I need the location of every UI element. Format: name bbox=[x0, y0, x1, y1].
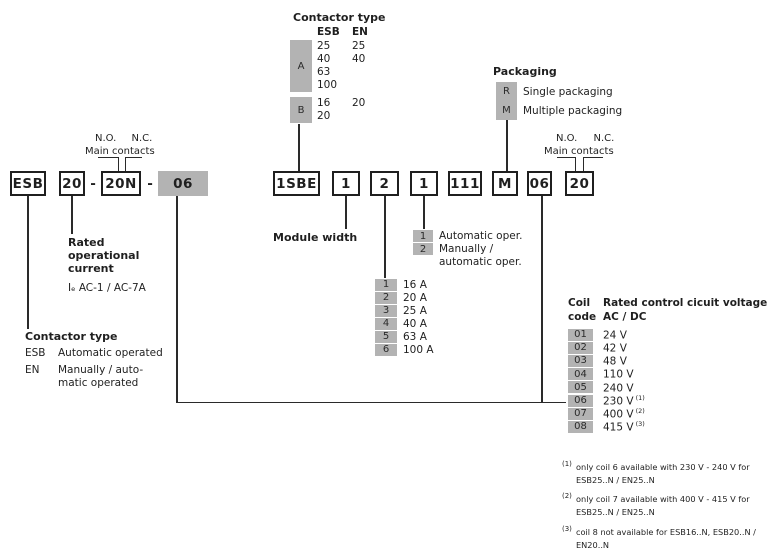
connector-coil-right-line bbox=[541, 196, 543, 402]
packaging-code-r: R bbox=[496, 82, 517, 101]
packaging-legend bbox=[493, 65, 622, 120]
contactor-type-table-title: Contactor type bbox=[293, 11, 386, 24]
connector-operation-line bbox=[423, 196, 425, 229]
code-box-coil-highlighted: 06 bbox=[158, 171, 208, 196]
code-box-current-code: 2 bbox=[370, 171, 399, 196]
group-a-row: 63 bbox=[317, 66, 331, 78]
coil-row: 04 110 V bbox=[568, 368, 767, 381]
module-width-label: Module width bbox=[273, 231, 358, 244]
code-box-main-contacts: 20 bbox=[565, 171, 594, 196]
contactor-type-table-header bbox=[317, 26, 386, 39]
coil-table-header bbox=[568, 296, 767, 324]
group-b-row: 16 20 bbox=[317, 97, 366, 109]
connector-packaging-line bbox=[506, 120, 508, 171]
connector-type-line bbox=[27, 196, 29, 329]
contactor-type-legend-title: Contactor type bbox=[25, 330, 118, 343]
code-box-current: 20 bbox=[59, 171, 85, 196]
group-b-key: B bbox=[290, 97, 312, 123]
code-box-coil-code: 06 bbox=[527, 171, 552, 196]
connector-module-width-line bbox=[345, 196, 347, 229]
legend-row-esb: ESB Automatic operated bbox=[25, 347, 163, 359]
group-a-key: A bbox=[290, 40, 312, 92]
current-option: 1 16 A bbox=[375, 278, 434, 291]
operation-option: 1 Automatic oper. bbox=[413, 230, 547, 243]
connector-coil-horizontal-line bbox=[176, 402, 566, 404]
voltage-header-line1: Rated control cicuit voltage bbox=[603, 297, 768, 309]
main-contacts-label: Main contacts bbox=[544, 146, 614, 157]
group-a bbox=[290, 40, 386, 92]
packaging-code-m: M bbox=[496, 101, 517, 120]
contactor-type-legend bbox=[25, 330, 178, 391]
current-option: 2 20 A bbox=[375, 291, 434, 304]
code-box-series: 1SBE bbox=[273, 171, 320, 196]
main-contacts-label: Main contacts bbox=[85, 146, 155, 157]
legend-row-en: EN Manually / auto-matic operated bbox=[25, 363, 144, 389]
coil-row: 05 240 V bbox=[568, 381, 767, 394]
main-contacts-right bbox=[544, 132, 614, 158]
code-box-fixed: 111 bbox=[448, 171, 482, 196]
code-box-operation: 1 bbox=[410, 171, 438, 196]
nc-bracket-left bbox=[125, 157, 142, 172]
nc-label: N.C. bbox=[131, 133, 153, 144]
no-label: N.O. bbox=[556, 133, 578, 144]
coil-row: 08 415 V $^{(3)}$ bbox=[568, 420, 767, 433]
current-option: 4 40 A bbox=[375, 317, 434, 330]
code-separator: - bbox=[90, 175, 96, 192]
packaging-option-single: R Single packaging bbox=[496, 82, 622, 101]
footnotes bbox=[562, 461, 780, 549]
column-header-esb: ESB bbox=[317, 26, 340, 38]
footnote-1: (1) only coil 6 available with 230 V - 240 V for ESB25..N / EN25..N bbox=[562, 460, 750, 485]
operation-legend bbox=[413, 230, 547, 269]
group-a-row: 100 bbox=[317, 79, 338, 91]
column-header-en: EN bbox=[352, 26, 368, 38]
nc-bracket-right bbox=[583, 157, 603, 172]
code-box-type: ESB bbox=[10, 171, 46, 196]
coil-row: 02 42 V bbox=[568, 341, 767, 354]
voltage-header-line2: AC / DC bbox=[603, 311, 647, 323]
coil-row-highlighted: 06 230 V $^{(1)}$ bbox=[568, 394, 767, 407]
group-a-row: 25 25 bbox=[317, 40, 366, 52]
footnote-3: (3) coil 8 not available for ESB16..N, ESB20..N / EN20..N bbox=[562, 524, 756, 549]
rated-current-subtitle: Iₑ AC-1 / AC-7A bbox=[68, 282, 146, 294]
no-bracket-left bbox=[98, 157, 119, 172]
coil-row: 07 400 V $^{(2)}$ bbox=[568, 407, 767, 420]
connector-series-line bbox=[298, 124, 300, 171]
current-option: 5 63 A bbox=[375, 330, 434, 343]
code-box-contacts: 20N bbox=[101, 171, 141, 196]
packaging-title: Packaging bbox=[493, 65, 557, 78]
coil-code-header: Coil code bbox=[568, 297, 597, 323]
no-bracket-right bbox=[557, 157, 576, 172]
main-contacts-left bbox=[85, 132, 155, 158]
coil-code-table bbox=[568, 296, 767, 434]
group-b-row: 20 bbox=[317, 110, 331, 122]
current-legend bbox=[375, 278, 434, 356]
contactor-type-table bbox=[290, 11, 386, 123]
connector-current-code-line bbox=[384, 196, 386, 278]
operation-option: 2 Manually / automatic oper. bbox=[413, 243, 547, 269]
coil-row: 01 24 V bbox=[568, 328, 767, 341]
group-a-row: 40 40 bbox=[317, 53, 366, 65]
footnote-2: (2) only coil 7 available with 400 V - 415 V for ESB25..N / EN25..N bbox=[562, 492, 750, 518]
group-b bbox=[290, 97, 386, 123]
code-box-module-width: 1 bbox=[332, 171, 360, 196]
packaging-option-multiple: M Multiple packaging bbox=[496, 101, 622, 120]
rated-current-block bbox=[68, 236, 176, 295]
coil-row: 03 48 V bbox=[568, 354, 767, 367]
nc-label: N.C. bbox=[593, 133, 615, 144]
current-option: 3 25 A bbox=[375, 304, 434, 317]
no-label: N.O. bbox=[95, 133, 117, 144]
code-separator: - bbox=[147, 175, 153, 192]
code-box-packaging: M bbox=[492, 171, 518, 196]
connector-current-line bbox=[71, 196, 73, 234]
rated-current-title: Rated operational current bbox=[68, 236, 140, 275]
current-option: 6 100 A bbox=[375, 343, 434, 356]
